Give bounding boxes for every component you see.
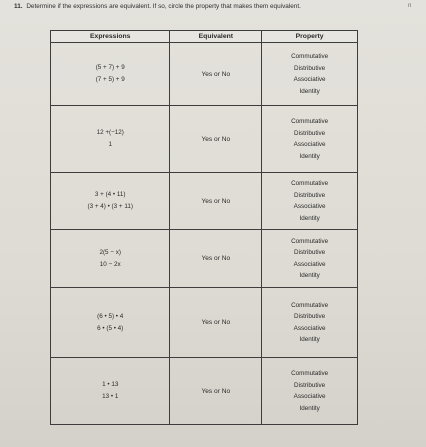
property-distributive[interactable]: Distributive (294, 129, 326, 137)
table-row (51, 230, 358, 288)
property-identity[interactable]: Identity (299, 336, 320, 343)
yes-or-no-choice[interactable]: Yes or No (170, 358, 262, 425)
expression-b: 6 • (5 • 4) (97, 324, 124, 332)
property-identity[interactable]: Identity (299, 404, 320, 412)
question-number: 11. (14, 3, 23, 10)
expression-b: 10 − 2x (99, 260, 121, 268)
property-commutative[interactable]: Commutative (291, 180, 329, 187)
property-commutative[interactable]: Commutative (291, 237, 329, 245)
table-row (51, 106, 358, 173)
table-row (51, 288, 358, 358)
expression-a: (6 • 5) • 4 (97, 312, 124, 320)
expressions-cell (51, 358, 170, 425)
expression-a: 1 • 13 (102, 381, 119, 388)
expression-a: 3 + (4 • 11) (94, 191, 126, 198)
property-associative[interactable]: Associative (293, 141, 326, 148)
expression-b: 13 • 1 (102, 393, 119, 400)
yes-or-no-choice[interactable]: Yes or No (170, 173, 262, 230)
property-choices (262, 230, 358, 288)
property-choices (262, 173, 358, 230)
property-associative[interactable]: Associative (293, 260, 326, 268)
expression-b: (7 + 5) + 9 (95, 76, 125, 83)
table-row (51, 43, 358, 106)
property-distributive[interactable]: Distributive (294, 64, 326, 72)
header-property: Property (262, 31, 358, 43)
property-associative[interactable]: Associative (293, 203, 326, 210)
property-choices (262, 288, 358, 358)
table-row (51, 173, 358, 230)
property-commutative[interactable]: Commutative (291, 370, 329, 377)
property-distributive[interactable]: Distributive (294, 191, 326, 199)
expression-a: (5 + 7) + 9 (95, 64, 125, 71)
property-distributive[interactable]: Distributive (294, 313, 326, 320)
header-equivalent: Equivalent (170, 31, 262, 43)
property-distributive[interactable]: Distributive (294, 381, 326, 389)
corner-mark: n (408, 3, 412, 9)
expression-a: 12 +(−12) (96, 129, 124, 136)
expressions-cell (51, 106, 170, 173)
property-associative[interactable]: Associative (293, 393, 326, 400)
expressions-cell (51, 43, 170, 106)
header-expressions: Expressions (51, 31, 170, 43)
question-text: Determine if the expressions are equivalent. If so, circle the property that makes them equivalent. (26, 3, 301, 10)
property-choices (262, 106, 358, 173)
yes-or-no-choice[interactable]: Yes or No (170, 106, 262, 173)
property-commutative[interactable]: Commutative (291, 118, 329, 125)
property-commutative[interactable]: Commutative (291, 53, 329, 60)
expressions-cell (51, 230, 170, 288)
property-choices (262, 43, 358, 106)
equivalence-table (50, 30, 358, 425)
expression-b: (3 + 4) • (3 + 11) (87, 203, 133, 210)
property-identity[interactable]: Identity (299, 214, 320, 222)
property-identity[interactable]: Identity (299, 87, 320, 95)
expression-b: 1 (108, 141, 112, 148)
property-distributive[interactable]: Distributive (294, 249, 326, 256)
expression-a: 2(5 − x) (99, 248, 121, 256)
question-prompt (14, 3, 394, 11)
yes-or-no-choice[interactable]: Yes or No (170, 43, 262, 106)
yes-or-no-choice[interactable]: Yes or No (170, 230, 262, 288)
table-row (51, 358, 358, 425)
property-identity[interactable]: Identity (299, 152, 320, 160)
property-identity[interactable]: Identity (299, 272, 320, 279)
yes-or-no-choice[interactable]: Yes or No (170, 288, 262, 358)
expressions-cell (51, 173, 170, 230)
table-header-row (51, 31, 358, 43)
property-associative[interactable]: Associative (293, 76, 326, 83)
property-associative[interactable]: Associative (293, 324, 326, 332)
property-commutative[interactable]: Commutative (291, 301, 329, 309)
property-choices (262, 358, 358, 425)
expressions-cell (51, 288, 170, 358)
